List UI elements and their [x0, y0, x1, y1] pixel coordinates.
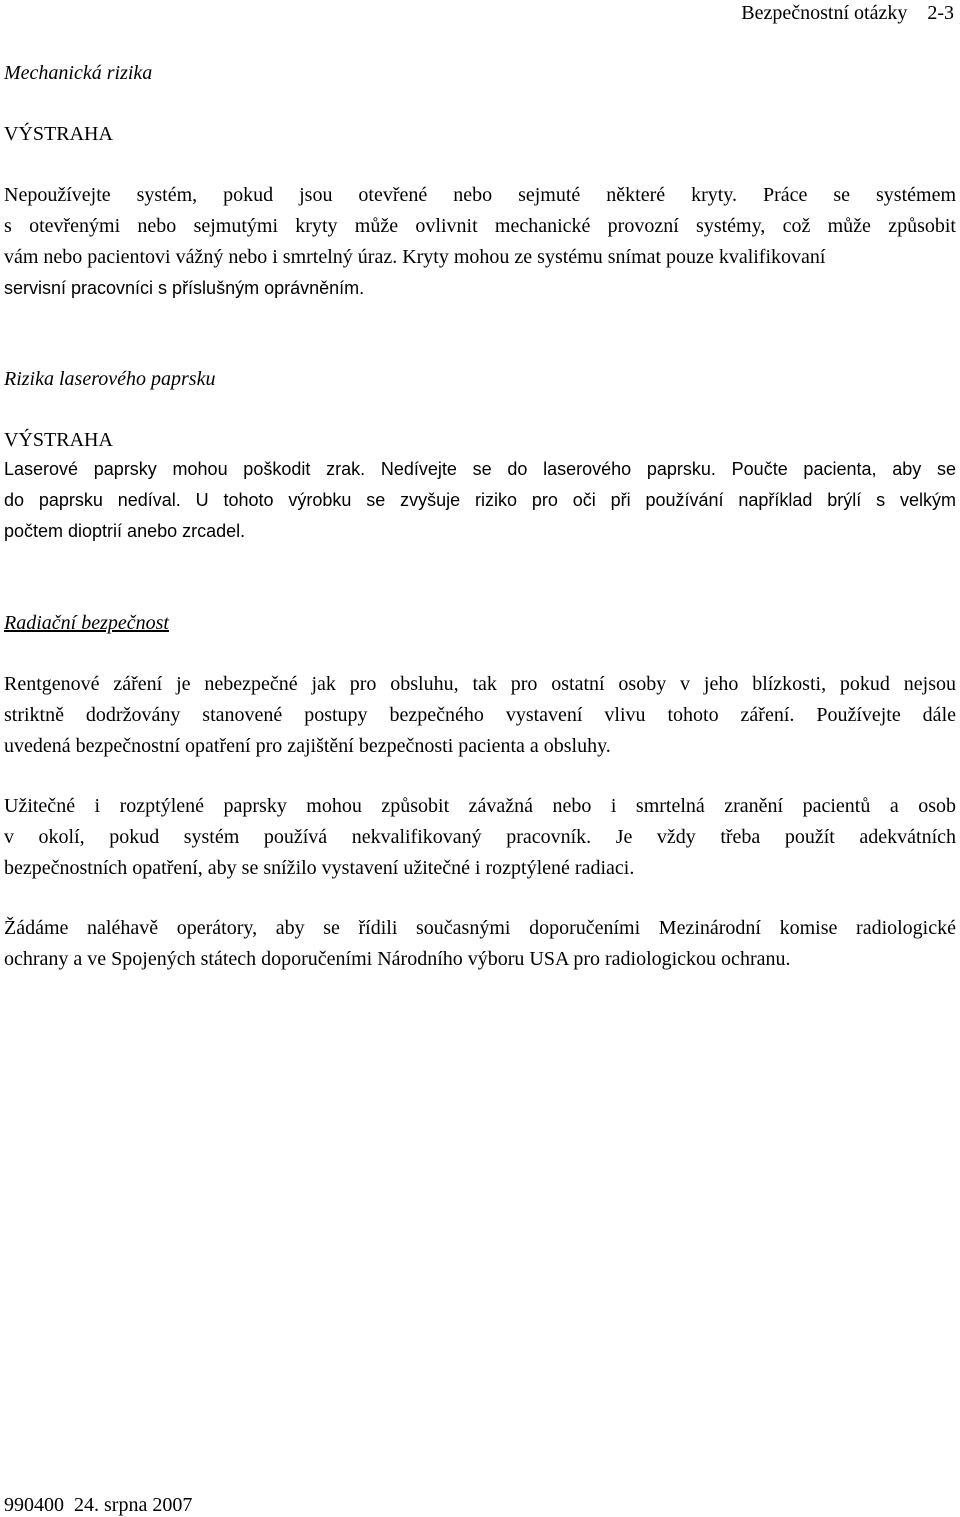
heading-radiation-safety: Radiační bezpečnost — [4, 612, 169, 634]
paragraph-line: striktně dodržovány stanovené postupy bezpečného vystavení vlivu tohoto záření. Používejte dále — [4, 704, 956, 726]
paragraph-radiation-3 — [4, 913, 956, 975]
paragraph-line: s otevřenými nebo sejmutými kryty může ovlivnit mechanické provozní systémy, což může způsobit — [4, 215, 956, 237]
heading-mechanical-risks: Mechanická rizika — [4, 62, 153, 84]
paragraph-line: uvedená bezpečnostní opatření pro zajištění bezpečnosti pacienta a obsluhy. — [4, 735, 611, 757]
page-footer — [4, 1493, 192, 1517]
paragraph-line-text: vám nebo pacientovi vážný nebo i smrtelný úraz. Kryty mohou ze systému snímat pouze kvalifikovaní — [4, 246, 826, 268]
heading-laser-risks: Rizika laserového paprsku — [4, 368, 216, 390]
page-header — [741, 0, 954, 26]
paragraph-radiation-1 — [4, 669, 956, 762]
warning-label-laser: VÝSTRAHA — [4, 429, 113, 451]
paragraph-line: Žádáme naléhavě operátory, aby se řídili současnými doporučeními Mezinárodní komise radiologické — [4, 917, 956, 939]
paragraph-line: Nepoužívejte systém, pokud jsou otevřené nebo sejmuté některé kryty. Práce se systémem — [4, 184, 956, 206]
paragraph-line: bezpečnostních opatření, aby se snížilo vystavení užitečné i rozptýlené radiaci. — [4, 857, 635, 879]
header-page-number: 2-3 — [927, 2, 954, 24]
paragraph-line: servisní pracovníci s příslušným oprávněním. — [4, 278, 365, 298]
paragraph-mechanical — [4, 180, 956, 304]
paragraph-laser — [4, 454, 956, 547]
header-section-title: Bezpečnostní otázky — [741, 2, 908, 24]
paragraph-line — [4, 242, 956, 273]
paragraph-radiation-2 — [4, 791, 956, 884]
paragraph-line: v okolí, pokud systém používá nekvalifikovaný pracovník. Je vždy třeba použít adekvátních — [4, 826, 956, 848]
paragraph-line: Užitečné i rozptýlené paprsky mohou způsobit závažná nebo i smrtelná zranění pacientů a osob — [4, 795, 956, 817]
paragraph-line: Rentgenové záření je nebezpečné jak pro obsluhu, tak pro ostatní osoby v jeho blízkosti, pokud nejsou — [4, 673, 956, 695]
paragraph-line: počtem dioptrií anebo zrcadel. — [4, 521, 246, 541]
paragraph-line: Laserové paprsky mohou poškodit zrak. Nedívejte se do laserového paprsku. Poučte pacienta, aby se — [4, 459, 956, 479]
paragraph-line: ochrany a ve Spojených státech doporučeními Národního výboru USA pro radiologickou ochranu. — [4, 948, 791, 970]
footer-date: 24. srpna 2007 — [74, 1494, 193, 1516]
paragraph-line: do paprsku nedíval. U tohoto výrobku se zvyšuje riziko pro oči při používání například brýlí s velkým — [4, 490, 956, 510]
footer-doc-number: 990400 — [4, 1494, 64, 1516]
warning-label-mechanical: VÝSTRAHA — [4, 123, 113, 145]
